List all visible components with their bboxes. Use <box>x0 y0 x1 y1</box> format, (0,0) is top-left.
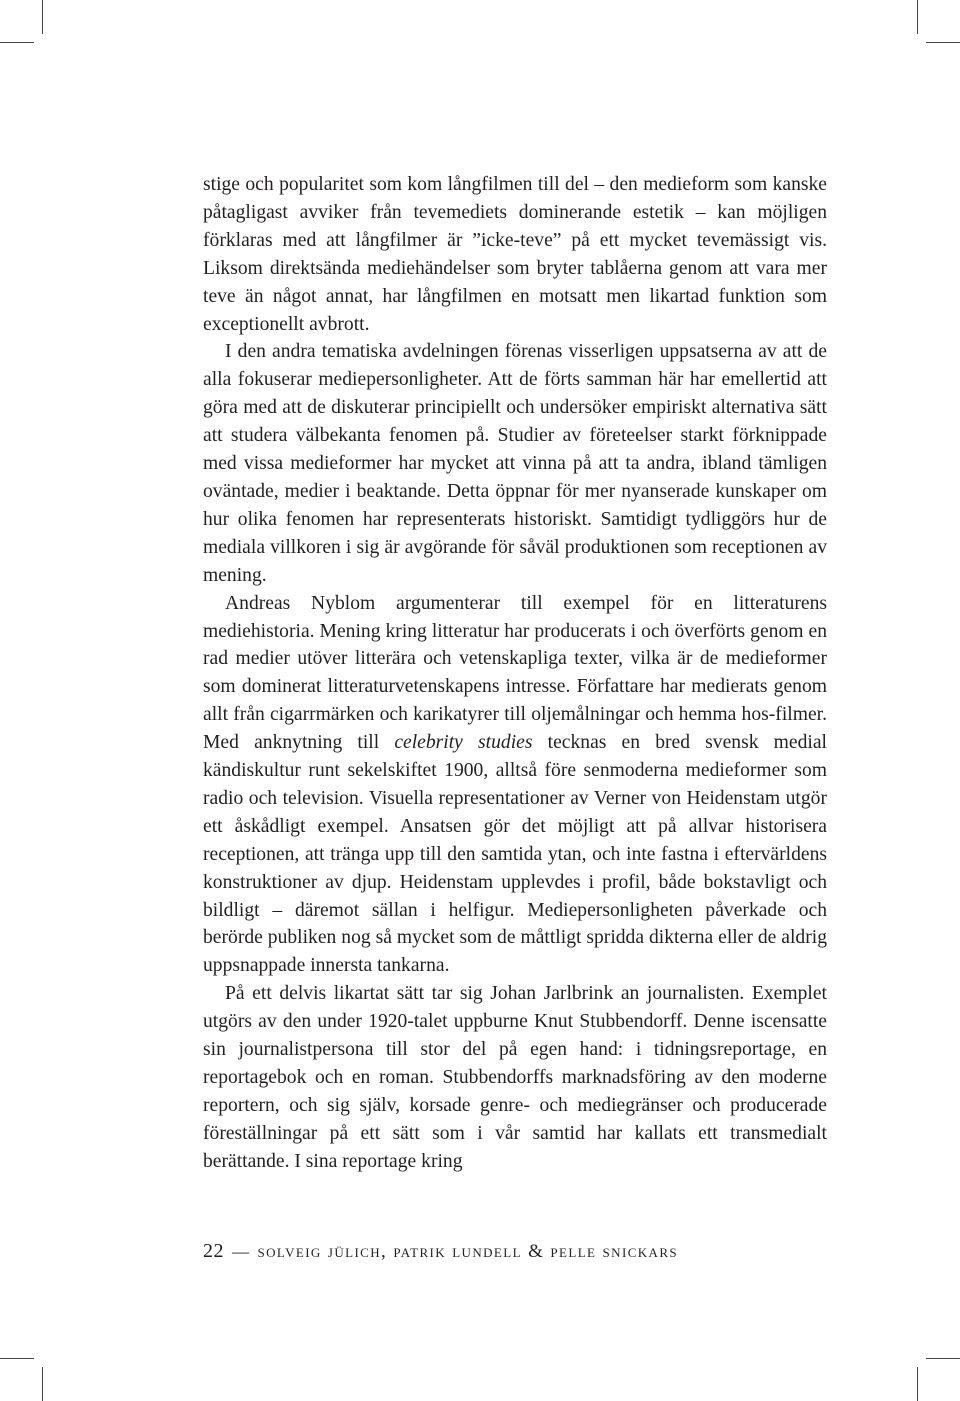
crop-mark <box>917 1367 918 1401</box>
italic-term: celebrity studies <box>394 732 533 754</box>
page-number: 22 <box>203 1240 224 1262</box>
paragraph-text: Andreas Nyblom argumenterar till exempel för en litteraturens mediehistoria. Mening kring litteratur har producerats i och överförts genom en rad medier utöver litterära och vetenskapliga texter, vilka är de medieformer som dominerat litteraturvetenskapens intresse. Författare har medierats genom allt från cigarrmärken och karikatyrer till oljemålningar och hemma hos-filmer. Med anknytning till <box>203 592 827 754</box>
running-authors: solveig jülich, patrik lundell & pelle snickars <box>257 1241 679 1262</box>
crop-mark <box>0 42 34 43</box>
paragraph: I den andra tematiska avdelningen förenas visserligen uppsatserna av att de alla fokuserar mediepersonligheter. Att de förts samman här har emellertid att göra med att de diskuterar principiellt och undersöker empiriskt alternativa sätt att studera välbekanta fenomen på. Studier av företeelser starkt förknippade med vissa medieformer har mycket att vinna på att ta andra, ibland tämligen oväntade, medier i beaktande. Detta öppnar för mer nyanserade kunskaper om hur olika fenomen har representerats historiskt. Samtidigt tydliggörs hur de mediala villkoren i sig är avgörande för såväl produktionen som receptionen av mening. <box>203 341 827 586</box>
body-text <box>203 171 827 1176</box>
crop-mark <box>42 1367 43 1401</box>
paragraph-text: tecknas en bred svensk medial kändiskultur runt sekelskiftet 1900, alltså före senmoderna medieformer som radio och television. Visuella representationer av Verner von Heidenstam utgör ett åskådligt exempel. Ansatsen gör det möjligt att på allvar historisera receptionen, att tränga upp till den samtida ytan, och inte fastna i eftervärldens konstruktioner av djup. Heidenstam upplevdes i profil, både bokstavligt och bildligt – däremot sällan i helfigur. Mediepersonligheten påverkade och berörde publiken nog så mycket som de måttligt spridda dikterna eller de aldrig uppsnappade innersta tankarna. <box>203 732 827 977</box>
crop-mark <box>0 1358 34 1359</box>
paragraph: På ett delvis likartat sätt tar sig Johan Jarlbrink an journalisten. Exemplet utgörs av den under 1920-talet uppburne Knut Stubbendorff. Denne iscensatte sin journalistpersona till stor del på egen hand: i tidningsreportage, en reportagebok och en roman. Stubbendorffs marknadsföring av den moderne reportern, och sig själv, korsade genre- och mediegränser och producerade föreställningar på ett sätt som i vår samtid har kallats ett transmedialt berättande. I sina reportage kring <box>203 983 827 1172</box>
paragraph: stige och popularitet som kom långfilmen till del – den medieform som kanske påtagligast avviker från tevemediets dominerande estetik – kan möjligen förklaras med att långfilmer är ”icke-teve” på ett mycket tevemässigt vis. Liksom direktsända mediehändelser som bryter tablåerna genom att vara mer teve än något annat, har långfilmen en motsatt men likartad funktion som exceptionellt avbrott. <box>203 174 827 335</box>
footer-separator: — <box>232 1242 250 1261</box>
crop-mark <box>926 1358 960 1359</box>
paragraph <box>203 590 827 981</box>
page-footer <box>203 1240 678 1263</box>
crop-mark <box>926 42 960 43</box>
crop-mark <box>917 0 918 34</box>
crop-mark <box>42 0 43 34</box>
